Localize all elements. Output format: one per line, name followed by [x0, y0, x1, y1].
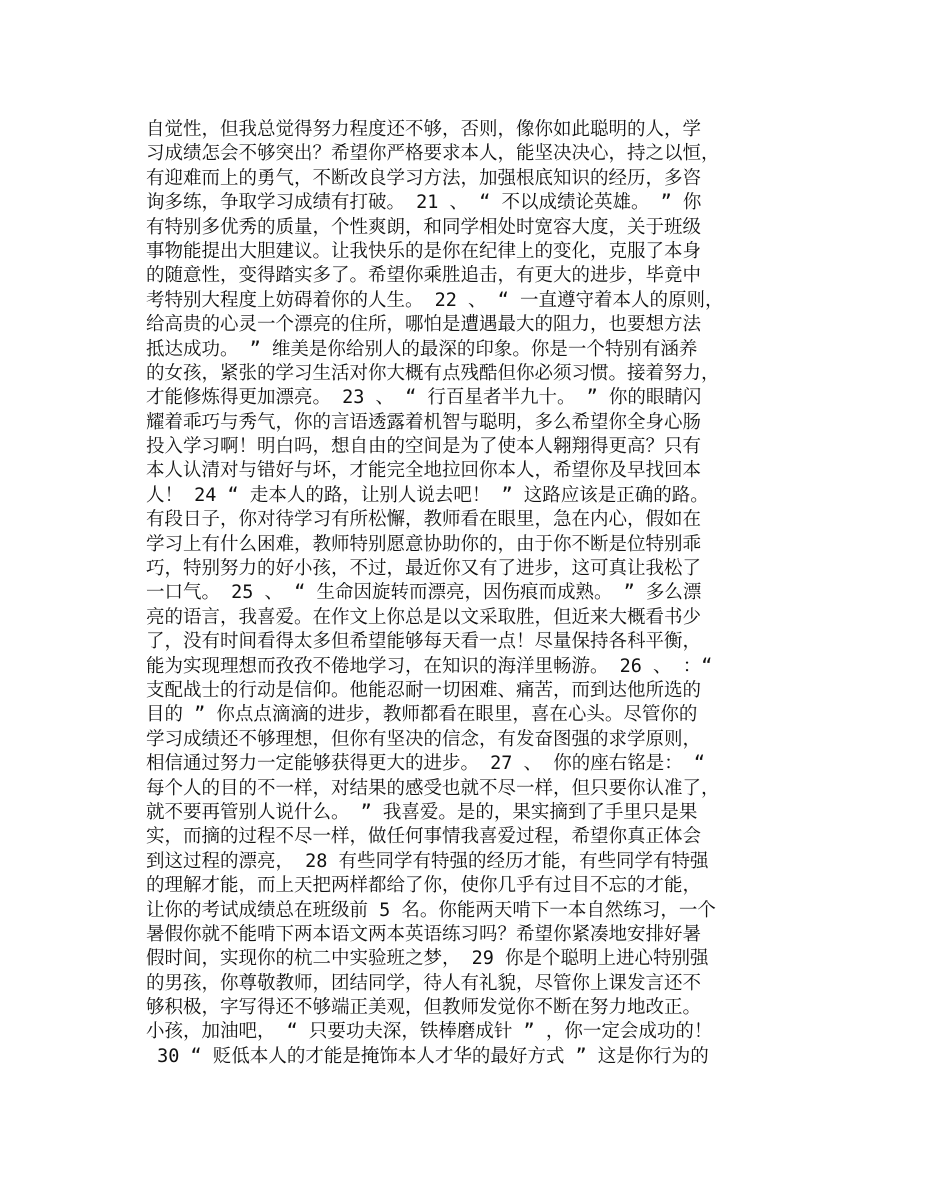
text-line: 了，没有时间看得太多但希望能够每天看一点！尽量保持各科平衡， — [146, 631, 702, 653]
text-line: 学习成绩还不够理想，但你有坚决的信念，有发奋图强的求学原则， — [146, 728, 702, 750]
text-line: 的女孩，紧张的学习生活对你大概有点残酷但你必须习惯。接着努力， — [146, 362, 720, 384]
text-line: 的随意性，变得踏实多了。希望你乘胜追击，有更大的进步，毕竟中 — [146, 265, 702, 287]
text-line: 目的 ” 你点点滴滴的进步，教师都看在眼里，喜在心头。尽管你的 — [146, 704, 698, 726]
text-line: 的理解才能，而上天把两样都给了你，使你几乎有过目不忘的才能， — [146, 875, 702, 897]
text-line: 暑假你就不能啃下两本语文两本英语练习吗？希望你紧凑地安排好暑 — [146, 923, 702, 945]
text-line: 支配战士的行动是信仰。他能忍耐一切困难、痛苦，而到达他所选的 — [146, 679, 702, 701]
text-line: 投入学习啊！明白吗，想自由的空间是为了使本人翱翔得更高？只有 — [146, 436, 702, 458]
text-line: 有特别多优秀的质量，个性爽朗，和同学相处时宽容大度，关于班级 — [146, 216, 702, 238]
text-line: 学习上有什么困难，教师特别愿意协助你的，由于你不断是位特别乖 — [146, 533, 702, 555]
text-line: 本人认清对与错好与坏，才能完全地拉回你本人，希望你及早找回本 — [146, 460, 702, 482]
text-line: 考特别大程度上妨碍着你的人生。 22 、 “ 一直遵守着本人的原则， — [146, 289, 724, 311]
text-line: 有段日子，你对待学习有所松懈，教师看在眼里，急在内心，假如在 — [146, 509, 702, 531]
text-line: 耀着乖巧与秀气，你的言语透露着机智与聪明，多么希望你全身心肠 — [146, 411, 702, 433]
text-line: 够积极，字写得还不够端正美观，但教师发觉你不断在努力地改正。 — [146, 997, 702, 1019]
text-line: 小孩，加油吧， “ 只要功夫深，铁棒磨成针 ” ，你一定会成功的！ — [146, 1021, 713, 1043]
text-line: 到这过程的漂亮， 28 有些同学有特强的经历才能，有些同学有特强 — [146, 850, 709, 872]
text-line: 巧，特别努力的好小孩，不过，最近你又有了进步，这可真让我松了 — [146, 558, 702, 580]
text-line: 假时间，实现你的杭二中实验班之梦， 29 你是个聪明上进心特别强 — [146, 948, 709, 970]
text-line: 抵达成功。 ” 维美是你给别人的最深的印象。你是一个特别有涵养 — [146, 338, 698, 360]
text-line: 习成绩怎会不够突出？希望你严格要求本人，能坚决决心，持之以恒， — [146, 143, 720, 165]
text-line: 亮的语言，我喜爱。在作文上你总是以文采取胜，但近来大概看书少 — [146, 606, 702, 628]
text-line: 有迎难而上的勇气，不断改良学习方法，加强根底知识的经历，多咨 — [146, 167, 702, 189]
text-line: 人！ 24 “ 走本人的路，让别人说去吧！ ” 这路应该是正确的路。 — [146, 484, 709, 506]
text-line: 才能修炼得更加漂亮。 23 、 “ 行百星者半九十。 ” 你的眼睛闪 — [146, 387, 702, 409]
text-line: 每个人的目的不一样，对结果的感受也就不尽一样，但只要你认准了， — [146, 777, 720, 799]
text-line: 实，而摘的过程不尽一样，做任何事情我喜爱过程，希望你真正体会 — [146, 826, 702, 848]
text-line: 30 “ 贬低本人的才能是掩饰本人才华的最好方式 ” 这是你行为的 — [146, 1045, 709, 1067]
text-line: 自觉性，但我总觉得努力程度还不够，否则，像你如此聪明的人，学 — [146, 119, 702, 140]
text-line: 能为实现理想而孜孜不倦地学习，在知识的海洋里畅游。 26 、 ：“ — [146, 655, 713, 677]
text-line: 给高贵的心灵一个漂亮的住所，哪怕是遭遇最大的阻力，也要想方法 — [146, 314, 702, 336]
text-line: 询多练，争取学习成绩有打破。 21 、 “ 不以成绩论英雄。 ” 你 — [146, 192, 702, 214]
text-line: 的男孩，你尊敬教师，团结同学，待人有礼貌，尽管你上课发言还不 — [146, 972, 702, 994]
text-line: 让你的考试成绩总在班级前 5 名。你能两天啃下一本自然练习，一个 — [146, 899, 716, 921]
text-line: 相信通过努力一定能够获得更大的进步。 27 、 你的座右铭是： “ — [146, 753, 705, 775]
text-line: 一口气。 25 、 “ 生命因旋转而漂亮，因伤痕而成熟。 ” 多么漂 — [146, 582, 702, 604]
text-line: 事物能提出大胆建议。让我快乐的是你在纪律上的变化，克服了本身 — [146, 240, 702, 262]
body-text — [146, 118, 810, 1069]
text-line: 就不要再管别人说什么。 ” 我喜爱。是的，果实摘到了手里只是果 — [146, 801, 698, 823]
